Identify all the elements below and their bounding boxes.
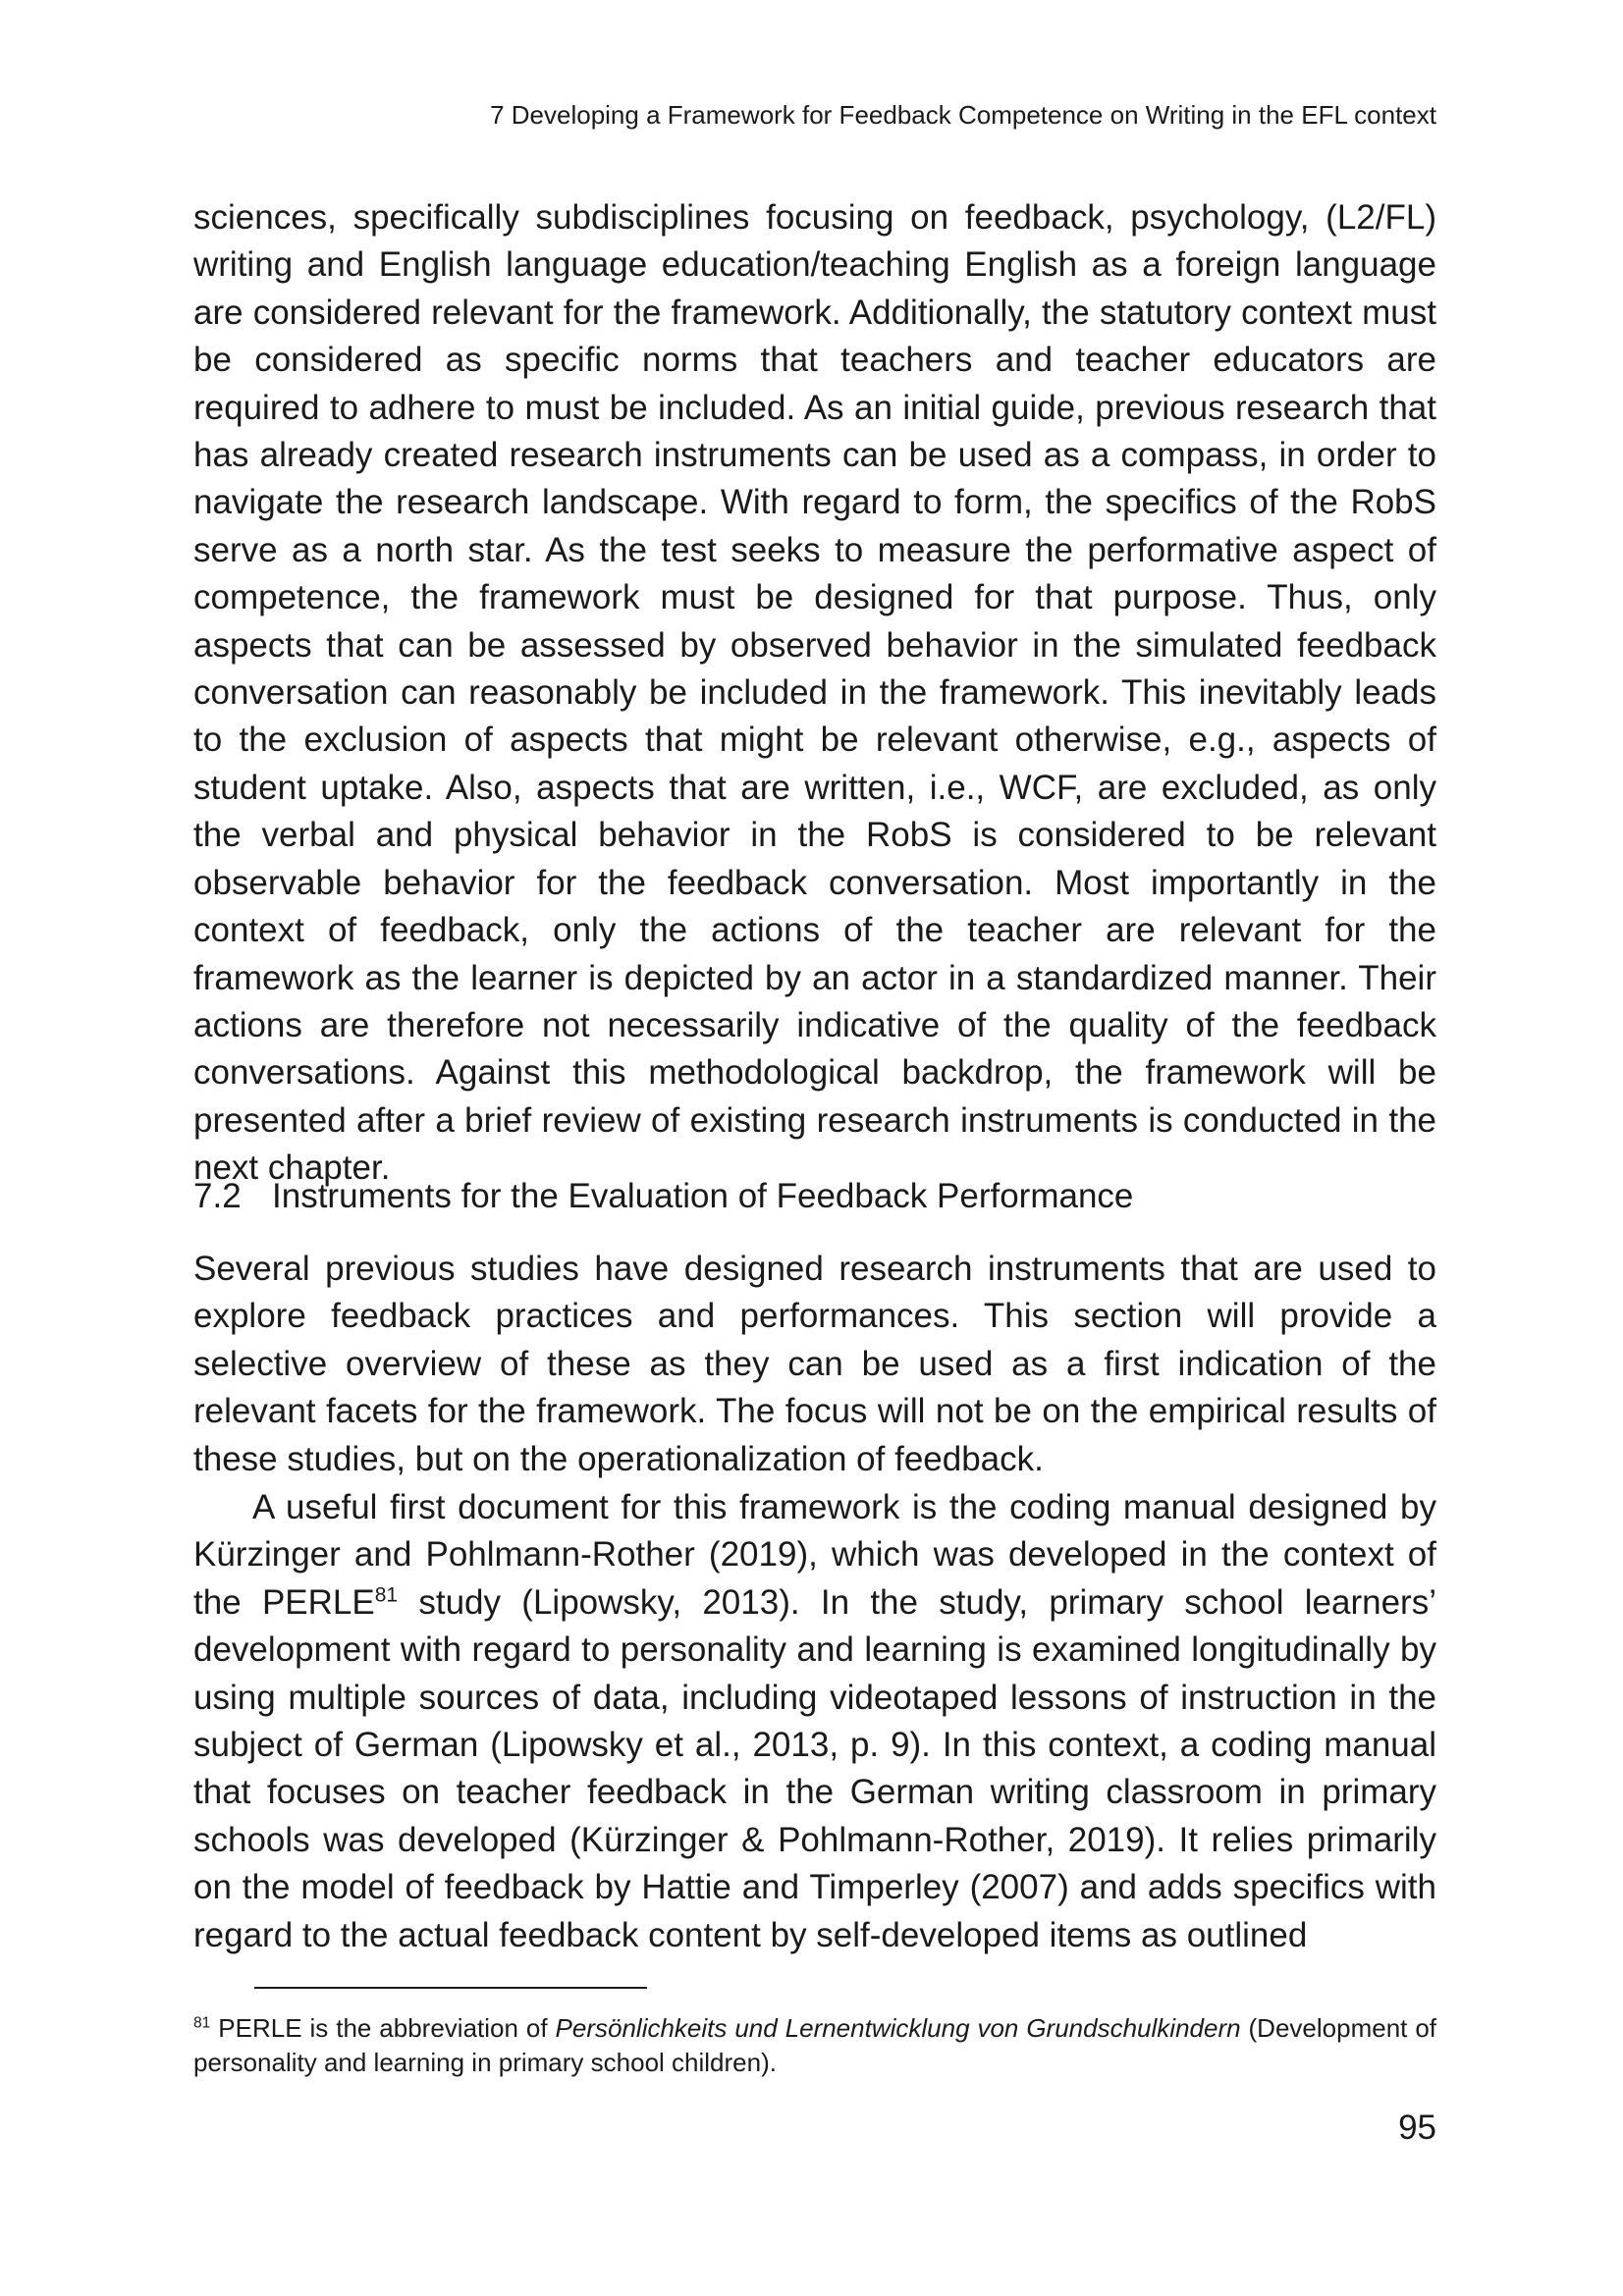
paragraph-methodology: sciences, specifically subdisciplines focusing on feedback, psychology, (L2/FL) writing and English language education/teaching English as a foreign language are considered relevant for the framework. Additionally, the statutory context must be considered as specific norms that teachers and teacher educators are required to adhere to must be included. As an initial guide, previous research that has already created research instruments can be used as a compass, in order to navigate the research landscape. With regard to form, the specifics of the RobS serve as a north star. As the test seeks to measure the performative aspect of competence, the framework must be designed for that purpose. Thus, only aspects that can be assessed by observed behavior in the simulated feedback conversation can reasonably be included in the framework. This inevitably leads to the exclusion of aspects that might be relevant otherwise, e.g., aspects of student uptake. Also, aspects that are written, i.e., WCF, are excluded, as only the verbal and physical behavior in the RobS is considered to be relevant observable behavior for the feedback conversation. Most importantly in the context of feedback, only the actions of the teacher are relevant for the framework as the learner is depicted by an actor in a standardized manner. Their actions are therefore not necessarily indicative of the quality of the feedback conversations. Against this methodological backdrop, the framework will be presented after a brief review of existing research instruments is conducted in the next chapter. [193, 198, 1436, 1188]
footnote-text: PERLE is the abbreviation of [210, 2013, 556, 2043]
paragraph-text: study (Lipowsky, 2013). In the study, primary school learners’ development with regard to personality and learning is examined longitudinally by using multiple sources of data, including videotaped lessons of instruction in the subject of German (Lipowsky et al., 2013, p. 9). In this context, a coding manual that focuses on teacher feedback in the German writing classroom in primary schools was developed (Kürzinger & Pohlmann-Rother, 2019). It relies primarily on the model of feedback by Hattie and Timperley (2007) and adds specifics with regard to the actual feedback content by self-developed items as outlined [193, 1582, 1436, 1954]
paragraph-instruments-intro: Several previous studies have designed research instruments that are used to explore feedback practices and performances. This section will provide a selective overview of these as they can be used as a first indication of the relevant facets for the framework. The focus will not be on the empirical results of these studies, but on the operationalization of feedback. [193, 1250, 1436, 1478]
running-header: 7 Developing a Framework for Feedback Competence on Writing in the EFL context [490, 100, 1436, 130]
footnote [193, 2011, 1436, 2080]
footnote-reference: 81 [374, 1583, 399, 1607]
section-number: 7.2 [193, 1177, 242, 1215]
section-heading [193, 1173, 1436, 1220]
footnote-italic-title: Persönlichkeits und Lernentwicklung von Grundschulkindern [555, 2013, 1241, 2043]
page-number: 95 [1398, 2109, 1436, 2147]
footnote-number: 81 [193, 2014, 211, 2032]
footnote-text: (Development of personality and learning in primary school children). [193, 2013, 1436, 2077]
paragraph-text: A useful first document for this framework is the coding manual designed by Kürzinger and Pohlmann-Rother (2019), which was developed in the context of the PERLE [193, 1488, 1436, 1622]
footnote-divider [254, 1987, 647, 1989]
paragraph-coding-manual [193, 1484, 1436, 1959]
section-title: Instruments for the Evaluation of Feedback Performance [272, 1177, 1134, 1215]
